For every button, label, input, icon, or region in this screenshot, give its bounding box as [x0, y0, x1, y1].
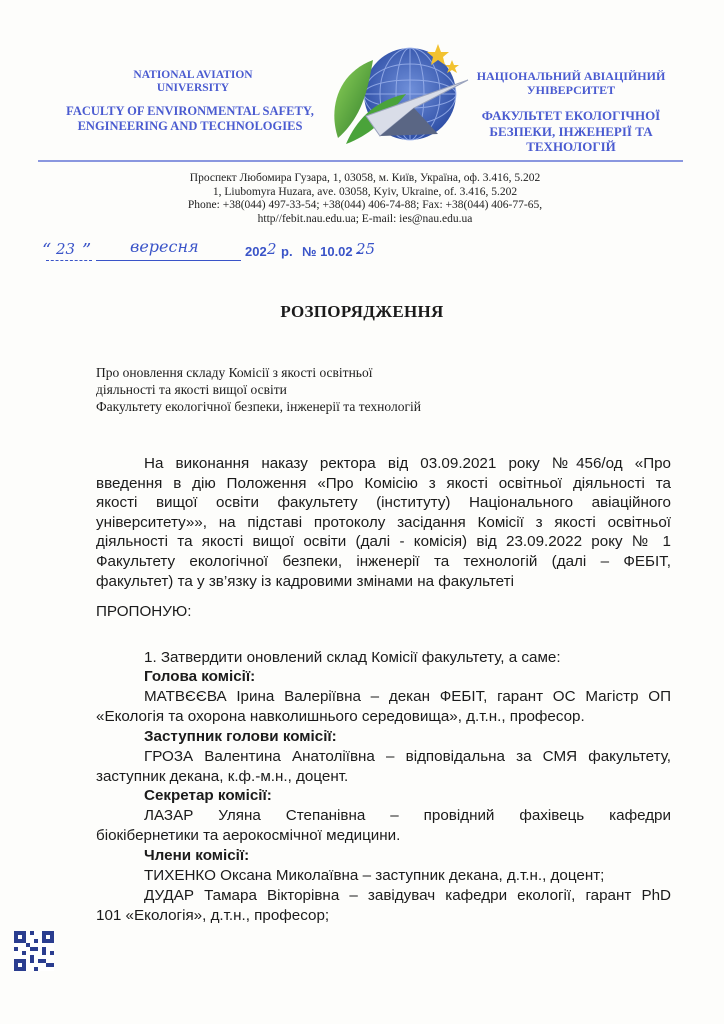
deputy-line-2: заступник декана, к.ф.-м.н., доцент. [96, 768, 349, 785]
document-title: РОЗПОРЯДЖЕННЯ [280, 302, 444, 321]
address-ua: Проспект Любомира Гузара, 1, 03058, м. Київ, Україна, оф. 3.416, 5.202 [189, 172, 541, 184]
date-day: 23 [56, 240, 76, 258]
secretary-line-1: ЛАЗАР Уляна Степанівна – провідний фахівець кафедри [144, 807, 671, 824]
registration-line [38, 236, 438, 266]
member-2-line-2: 101 «Екологія», д.т.н., професор; [96, 907, 330, 924]
faculty-name-en: FACULTY OF ENVIRONMENTAL SAFETY, ENGINEERING AND TECHNOLOGIES [66, 104, 314, 133]
month-underline [96, 260, 241, 261]
subject-line: Про оновлення складу Комісії з якості освітньої [96, 365, 373, 380]
deputy-line-1: ГРОЗА Валентина Анатоліївна – відповідальна за СМЯ факультету, [144, 748, 671, 765]
date-close-quote: ” [82, 240, 92, 261]
faculty-name-ua: ФАКУЛЬТЕТ ЕКОЛОГІЧНОЇ БЕЗПЕКИ, ІНЖЕНЕРІЇ ТА ТЕХНОЛОГІЙ [481, 108, 661, 154]
members-label: Члени комісії: [144, 847, 250, 864]
item-1: 1. Затвердити оновлений склад Комісії факультету, а саме: [144, 649, 561, 666]
document-subject [96, 364, 421, 415]
qr-code [14, 931, 54, 971]
university-logo [318, 38, 476, 156]
secretary-line-2: біокібернетики та аерокосмічної медицини. [96, 827, 401, 844]
head-line-1: МАТВЄЄВА Ірина Валеріївна – декан ФЕБІТ, гарант ОС Магістр ОП [144, 688, 671, 705]
doc-number-label: № 10.02 - [302, 244, 361, 259]
preamble-line: діяльності та якості вищої освіти (далі - комісія) від 23.09.2022 року № 1 [96, 533, 671, 551]
subject-line: Факультету екологічної безпеки, інженерії та технологій [96, 399, 421, 414]
doc-number-value: 25 [356, 240, 376, 258]
preamble-line: введення в дію Положення «Про Комісію з якості освітньої діяльності та [96, 474, 671, 492]
preamble-line: Факультету екологічної безпеки, інженерії та технологій (далі – ФЕБІТ, [96, 552, 671, 570]
preamble-line: якості вищої освіти факультету (інституту) Національного авіаційного [96, 494, 671, 512]
head-label: Голова комісії: [144, 668, 256, 685]
date-year-last: 2 [267, 240, 277, 258]
head-line-2: «Екологія та охорона навколишнього середовища», д.т.н., професор. [96, 708, 585, 725]
university-name-ua: НАЦІОНАЛЬНИЙ АВІАЦІЙНИЙ УНІВЕРСИТЕТ [476, 69, 666, 97]
date-year-suffix: р. [281, 244, 293, 259]
deputy-label: Заступник голови комісії: [144, 728, 337, 745]
qr-code-icon [14, 931, 54, 971]
preamble [96, 454, 671, 591]
member-1: ТИХЕНКО Оксана Миколаївна – заступник декана, д.т.н., доцент; [144, 867, 605, 884]
subject-line: діяльності та якості вищої освіти [96, 382, 287, 397]
date-year-prefix: 202 [245, 244, 267, 259]
contact-block [130, 172, 600, 226]
logo-emblem-icon [318, 38, 476, 156]
date-month: вересня [130, 237, 199, 256]
secretary-label: Секретар комісії: [144, 787, 272, 804]
phone-fax: Phone: +38(044) 497-33-54; +38(044) 406-74-88; Fax: +38(044) 406-77-65, [187, 199, 543, 211]
propose-heading: ПРОПОНУЮ: [96, 603, 192, 620]
preamble-line: На виконання наказу ректора від 03.09.2021 року №456/од «Про [144, 455, 671, 472]
preamble-line: університету»», на підставі протоколу засідання Комісії з якості освітньої [96, 513, 671, 531]
day-underline [46, 260, 92, 261]
header-divider [38, 160, 683, 162]
preamble-line: факультет) та у зв’язку із кадровими змінами на факультеті [96, 572, 514, 590]
web-email: http//febit.nau.edu.ua; E-mail: ies@nau.edu.ua [257, 212, 473, 225]
university-name-en: NATIONAL AVIATION UNIVERSITY [133, 69, 253, 94]
member-2-line-1: ДУДАР Тамара Вікторівна – завідувач кафедри екології, гарант PhD [144, 887, 671, 904]
date-open-quote: “ [42, 240, 52, 261]
address-en: 1, Liubomyra Huzara, ave. 03058, Kyiv, Ukraine, of. 3.416, 5.202 [212, 185, 518, 198]
